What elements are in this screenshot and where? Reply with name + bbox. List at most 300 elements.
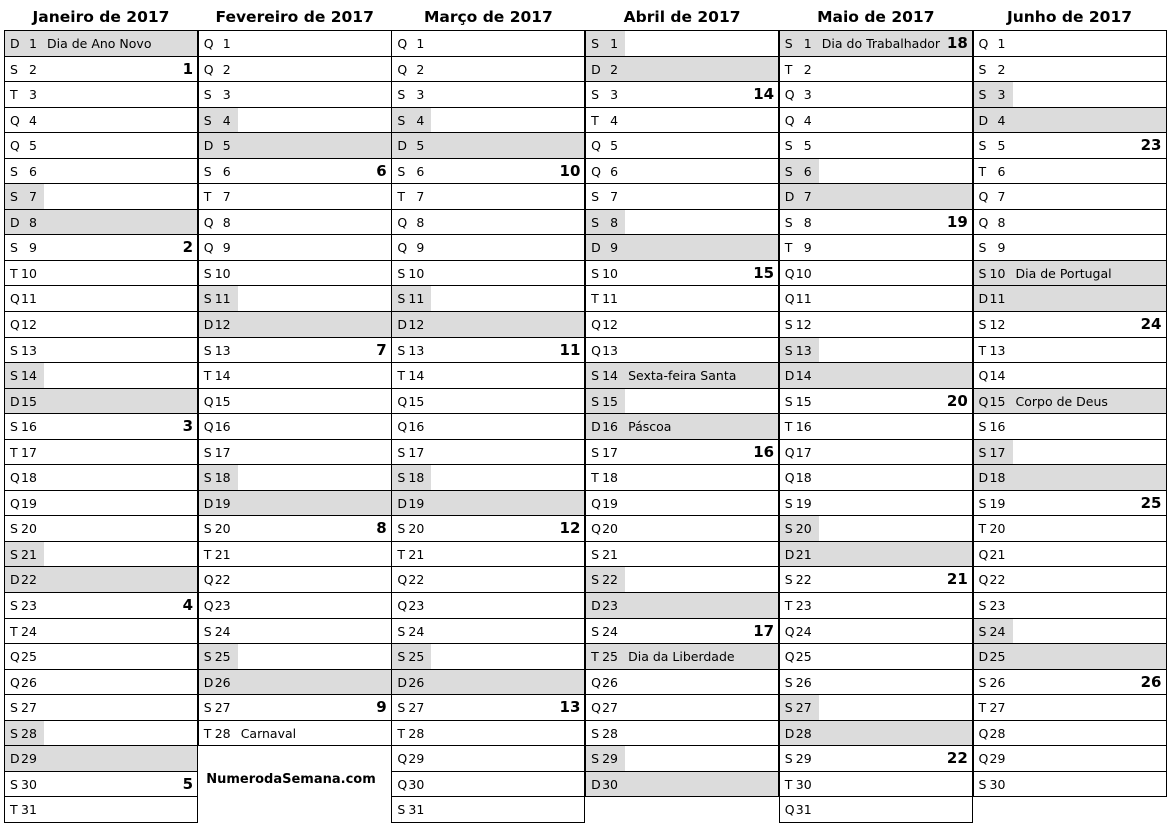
day-row (198, 210, 392, 236)
day-row (198, 440, 392, 466)
day-row (973, 670, 1167, 696)
day-number: 4 (803, 112, 812, 128)
day-list (391, 30, 585, 823)
weekday-letter: S (203, 521, 212, 537)
weekday-letter: S (397, 623, 406, 639)
day-row (779, 133, 973, 159)
week-number: 5 (182, 774, 193, 793)
weekday-letter: S (978, 317, 987, 333)
day-number: 21 (795, 546, 812, 562)
weekday-letter: S (978, 61, 987, 77)
day-row (4, 31, 198, 57)
day-row (973, 414, 1167, 440)
holiday-label: Dia do Trabalhador (821, 36, 941, 51)
day-row (585, 619, 779, 645)
weekday-letter: Q (978, 393, 989, 409)
day-number: 3 (222, 87, 231, 103)
day-row (973, 644, 1167, 670)
day-number: 14 (795, 368, 812, 384)
weekday-letter: Q (978, 36, 989, 51)
weekday-letter: Q (591, 138, 601, 154)
day-number: 1 (997, 36, 1006, 51)
day-number: 28 (408, 725, 425, 741)
weekday-letter: D (203, 138, 214, 154)
day-row (198, 695, 392, 721)
day-row (391, 567, 585, 593)
weekday-letter: S (203, 342, 212, 358)
day-number: 17 (989, 444, 1006, 460)
day-row (585, 516, 779, 542)
day-list (973, 30, 1167, 797)
day-number: 25 (602, 649, 618, 665)
weekday-letter: S (10, 546, 18, 562)
weekday-letter: Q (784, 470, 795, 486)
weekday-letter: S (10, 368, 18, 384)
day-row (198, 516, 392, 542)
day-row (973, 261, 1167, 287)
day-row (973, 619, 1167, 645)
month-title: Abril de 2017 (623, 8, 741, 26)
day-number: 21 (21, 546, 37, 562)
day-row (585, 542, 779, 568)
day-row (585, 772, 779, 798)
day-row (4, 286, 198, 312)
weekday-letter: S (203, 265, 212, 281)
day-number: 23 (408, 598, 425, 614)
day-number: 26 (408, 674, 425, 690)
day-number: 28 (602, 725, 618, 741)
weekday-letter: D (397, 674, 408, 690)
day-row (973, 210, 1167, 236)
weekday-letter: Q (978, 368, 989, 384)
day-row (4, 338, 198, 364)
weekday-letter: S (203, 444, 212, 460)
weekday-letter: T (591, 649, 599, 665)
day-number: 29 (602, 751, 618, 767)
day-row (4, 619, 198, 645)
day-row (391, 695, 585, 721)
weekday-letter: S (10, 342, 18, 358)
day-row (779, 619, 973, 645)
day-number: 2 (29, 61, 37, 77)
day-number: 25 (214, 649, 231, 665)
weekday-letter: S (978, 674, 987, 690)
day-row (973, 389, 1167, 415)
day-number: 26 (989, 674, 1006, 690)
day-row (779, 516, 973, 542)
weekday-letter: S (591, 36, 600, 51)
day-number: 26 (214, 674, 231, 690)
weekday-letter: D (591, 61, 601, 77)
day-number: 31 (795, 802, 812, 818)
day-row (4, 210, 198, 236)
day-number: 9 (29, 240, 37, 256)
day-number: 13 (214, 342, 231, 358)
weekday-letter: T (397, 189, 406, 205)
weekday-letter: Q (203, 36, 214, 51)
day-row (198, 82, 392, 108)
weekday-letter: D (591, 776, 601, 792)
day-row (391, 261, 585, 287)
day-number: 6 (29, 163, 37, 179)
day-row (779, 746, 973, 772)
day-number: 10 (408, 265, 425, 281)
day-number: 2 (222, 61, 231, 77)
weekday-letter: S (203, 112, 212, 128)
day-row (585, 312, 779, 338)
weekday-letter: D (591, 419, 601, 435)
day-row (779, 82, 973, 108)
weekday-letter: Q (591, 317, 601, 333)
day-number: 8 (29, 214, 37, 230)
weekday-letter: S (397, 87, 406, 103)
day-number: 3 (610, 87, 619, 103)
holiday-label: Dia de Ano Novo (47, 36, 152, 51)
day-row (779, 695, 973, 721)
day-row (585, 338, 779, 364)
weekday-letter: D (978, 470, 989, 486)
holiday-label: Sexta-feira Santa (628, 368, 737, 384)
day-row (198, 619, 392, 645)
day-number: 5 (222, 138, 231, 154)
weekday-letter: Q (203, 240, 214, 256)
day-row (4, 261, 198, 287)
day-row (4, 414, 198, 440)
weekday-letter: S (978, 87, 987, 103)
day-number: 30 (989, 776, 1006, 792)
day-row (779, 644, 973, 670)
day-number: 30 (408, 776, 425, 792)
day-number: 29 (795, 751, 812, 767)
day-row (4, 184, 198, 210)
weekday-letter: Q (397, 598, 408, 614)
weekday-letter: D (591, 240, 601, 256)
weekday-letter: Q (978, 751, 989, 767)
day-row (198, 389, 392, 415)
day-number: 19 (602, 495, 618, 511)
weekday-letter: S (978, 776, 987, 792)
weekday-letter: Q (397, 61, 408, 77)
day-number: 3 (997, 87, 1006, 103)
weekday-letter: T (978, 342, 987, 358)
weekday-letter: Q (10, 470, 20, 486)
day-row (779, 542, 973, 568)
weekday-letter: T (203, 368, 212, 384)
day-number: 24 (214, 623, 231, 639)
day-number: 6 (416, 163, 425, 179)
week-number: 6 (376, 161, 387, 180)
day-number: 3 (416, 87, 425, 103)
day-number: 23 (602, 598, 618, 614)
day-number: 8 (610, 214, 619, 230)
day-row (391, 210, 585, 236)
weekday-letter: T (784, 419, 793, 435)
day-number: 25 (408, 649, 425, 665)
day-row (585, 746, 779, 772)
day-number: 16 (21, 419, 37, 435)
day-row (198, 235, 392, 261)
day-number: 17 (214, 444, 231, 460)
weekday-letter: T (10, 265, 18, 281)
weekday-letter: D (784, 546, 795, 562)
day-row (779, 286, 973, 312)
day-row (4, 440, 198, 466)
day-row (391, 746, 585, 772)
day-number: 4 (222, 112, 231, 128)
weekday-letter: Q (203, 214, 214, 230)
day-row (4, 82, 198, 108)
week-number: 2 (182, 238, 193, 257)
weekday-letter: S (397, 163, 406, 179)
week-number: 1 (182, 59, 193, 78)
weekday-letter: T (978, 700, 987, 716)
day-row (391, 542, 585, 568)
weekday-letter: T (203, 546, 212, 562)
day-row (391, 465, 585, 491)
day-number: 15 (602, 393, 618, 409)
weekday-letter: Q (784, 265, 795, 281)
day-number: 4 (997, 112, 1006, 128)
week-number: 23 (1140, 136, 1162, 155)
day-row (585, 465, 779, 491)
day-number: 6 (803, 163, 812, 179)
day-row (198, 57, 392, 83)
weekday-letter: S (591, 368, 600, 384)
weekday-letter: S (397, 470, 406, 486)
day-row (973, 31, 1167, 57)
weekday-letter: S (591, 214, 600, 230)
weekday-letter: T (591, 112, 599, 128)
day-number: 16 (214, 419, 231, 435)
day-row (973, 82, 1167, 108)
day-row (585, 389, 779, 415)
month-column (585, 0, 779, 797)
day-row (391, 312, 585, 338)
day-row (391, 414, 585, 440)
weekday-letter: S (591, 393, 600, 409)
day-row (973, 57, 1167, 83)
day-number: 21 (408, 546, 425, 562)
day-number: 2 (997, 61, 1006, 77)
day-number: 18 (602, 470, 618, 486)
day-number: 11 (408, 291, 425, 307)
day-row (391, 644, 585, 670)
day-row (973, 516, 1167, 542)
weekday-letter: S (784, 163, 793, 179)
weekday-letter: D (978, 649, 989, 665)
day-number: 13 (21, 342, 37, 358)
day-row (198, 133, 392, 159)
day-row (779, 721, 973, 747)
weekday-letter: T (591, 291, 599, 307)
weekday-letter: S (10, 240, 18, 256)
day-number: 5 (803, 138, 812, 154)
day-row (198, 108, 392, 134)
day-number: 1 (803, 36, 812, 51)
weekday-letter: Q (397, 419, 408, 435)
day-row (391, 338, 585, 364)
day-row (4, 57, 198, 83)
weekday-letter: Q (10, 649, 20, 665)
day-number: 30 (21, 776, 37, 792)
week-number: 24 (1140, 315, 1162, 334)
weekday-letter: S (784, 700, 793, 716)
day-row (585, 184, 779, 210)
week-number: 9 (376, 698, 387, 717)
day-number: 13 (408, 342, 425, 358)
weekday-letter: D (203, 317, 214, 333)
day-row (4, 746, 198, 772)
weekday-letter: Q (591, 674, 601, 690)
day-row (585, 159, 779, 185)
day-number: 8 (997, 214, 1006, 230)
day-row (4, 235, 198, 261)
day-number: 5 (416, 138, 425, 154)
weekday-letter: S (784, 495, 793, 511)
day-row (585, 210, 779, 236)
weekday-letter: D (10, 572, 20, 588)
weekday-letter: S (10, 776, 18, 792)
day-number: 2 (416, 61, 425, 77)
day-row (198, 721, 392, 747)
weekday-letter: Q (10, 317, 20, 333)
day-row (779, 414, 973, 440)
weekday-letter: Q (591, 163, 601, 179)
day-row (585, 235, 779, 261)
day-number: 7 (803, 189, 812, 205)
day-number: 18 (795, 470, 812, 486)
day-number: 10 (21, 265, 37, 281)
day-number: 20 (989, 521, 1006, 537)
day-number: 24 (408, 623, 425, 639)
day-number: 17 (795, 444, 812, 460)
weekday-letter: Q (978, 214, 989, 230)
weekday-letter: Q (784, 291, 795, 307)
day-row (4, 491, 198, 517)
week-number: 25 (1140, 493, 1162, 512)
day-row (198, 312, 392, 338)
day-number: 22 (795, 572, 812, 588)
weekday-letter: S (591, 87, 600, 103)
month-title: Março de 2017 (423, 8, 553, 26)
day-row (391, 31, 585, 57)
weekday-letter: D (397, 495, 408, 511)
day-row (391, 619, 585, 645)
week-number: 3 (182, 417, 193, 436)
day-number: 20 (602, 521, 618, 537)
day-row (585, 82, 779, 108)
day-number: 7 (29, 189, 37, 205)
day-number: 17 (408, 444, 425, 460)
day-list (198, 30, 392, 746)
weekday-letter: Q (397, 776, 408, 792)
day-row (198, 184, 392, 210)
day-row (391, 797, 585, 823)
day-number: 14 (214, 368, 231, 384)
month-title: Junho de 2017 (1006, 8, 1133, 26)
month-column (391, 0, 585, 823)
weekday-letter: S (591, 623, 600, 639)
day-number: 13 (602, 342, 618, 358)
day-number: 8 (416, 214, 425, 230)
weekday-letter: Q (784, 112, 795, 128)
day-number: 28 (214, 725, 231, 741)
weekday-letter: T (591, 470, 599, 486)
day-row (973, 338, 1167, 364)
day-row (391, 235, 585, 261)
day-row (391, 440, 585, 466)
day-number: 30 (602, 776, 618, 792)
week-number: 7 (376, 340, 387, 359)
day-number: 3 (29, 87, 37, 103)
weekday-letter: T (10, 444, 18, 460)
day-number: 28 (21, 725, 37, 741)
holiday-label: Corpo de Deus (1015, 393, 1108, 409)
day-number: 19 (21, 495, 37, 511)
day-number: 5 (997, 138, 1006, 154)
weekday-letter: D (10, 393, 20, 409)
day-number: 9 (416, 240, 425, 256)
weekday-letter: D (10, 36, 20, 51)
weekday-letter: D (784, 189, 795, 205)
weekday-letter: S (203, 649, 212, 665)
day-number: 20 (795, 521, 812, 537)
weekday-letter: Q (978, 189, 989, 205)
day-list (779, 30, 973, 823)
weekday-letter: S (397, 802, 406, 818)
day-number: 10 (795, 265, 812, 281)
weekday-letter: S (397, 649, 406, 665)
weekday-letter: S (10, 419, 18, 435)
weekday-letter: D (397, 317, 408, 333)
day-number: 7 (416, 189, 425, 205)
day-number: 20 (21, 521, 37, 537)
day-row (4, 516, 198, 542)
weekday-letter: S (978, 623, 987, 639)
weekday-letter: T (397, 725, 406, 741)
weekday-letter: S (397, 521, 406, 537)
weekday-letter: S (784, 521, 793, 537)
week-number: 22 (946, 749, 968, 768)
day-row (779, 670, 973, 696)
weekday-letter: T (397, 368, 406, 384)
day-row (198, 567, 392, 593)
day-number: 21 (989, 546, 1006, 562)
day-row (973, 695, 1167, 721)
day-number: 14 (989, 368, 1006, 384)
day-number: 5 (610, 138, 619, 154)
day-number: 7 (997, 189, 1006, 205)
weekday-letter: Q (397, 36, 408, 51)
weekday-letter: Q (203, 419, 214, 435)
day-row (973, 440, 1167, 466)
day-row (4, 542, 198, 568)
weekday-letter: Q (978, 546, 989, 562)
day-list (4, 30, 198, 823)
weekday-letter: S (203, 623, 212, 639)
day-number: 14 (408, 368, 425, 384)
day-number: 1 (610, 36, 619, 51)
day-row (779, 57, 973, 83)
weekday-letter: S (397, 700, 406, 716)
holiday-label: Carnaval (240, 725, 297, 741)
weekday-letter: Q (784, 87, 795, 103)
week-number: 4 (182, 596, 193, 615)
weekday-letter: S (203, 87, 212, 103)
day-number: 12 (21, 317, 37, 333)
day-number: 1 (29, 36, 37, 51)
day-number: 13 (989, 342, 1006, 358)
